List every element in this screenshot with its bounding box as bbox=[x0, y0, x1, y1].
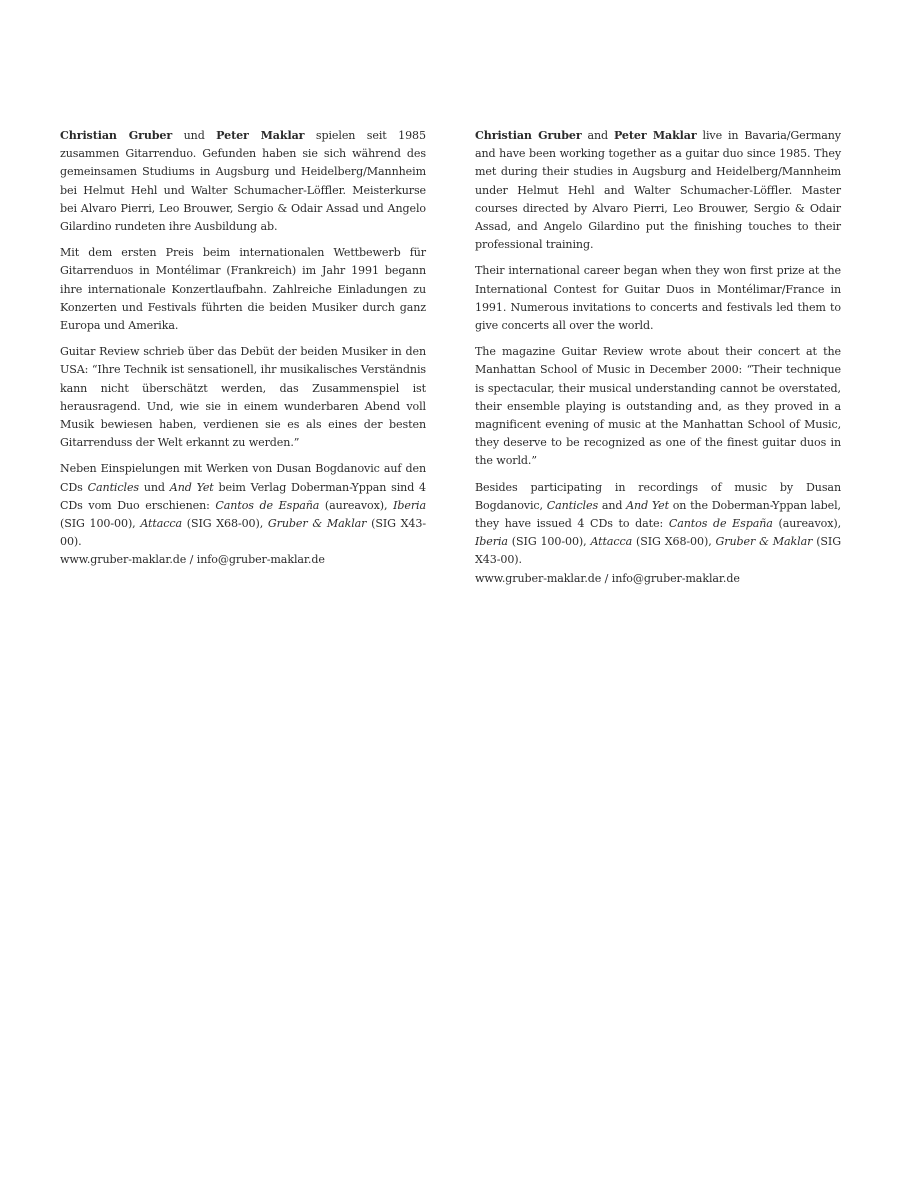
cd-title: And Yet bbox=[626, 498, 669, 512]
cd-title: Attacca bbox=[140, 517, 183, 531]
german-paragraph-discography: Neben Einspielungen mit Werken von Dusan Bogdanovic auf den CDs Canticles und And Yet beim Verlag Doberman-Yppan sind 4 CDs vom Duo erschienen: Cantos de España (aureavox), Iberia (SIG 100-00), Attacca (SIG X68-00), Gruber & Maklar (SIG X43-00). bbox=[60, 462, 427, 549]
cd-title: Cantos de España bbox=[668, 517, 773, 531]
cd-title: And Yet bbox=[169, 480, 214, 494]
performer-name: Christian Gruber bbox=[475, 129, 582, 142]
german-contact-line: www.gruber-maklar.de / info@gruber-maklar.de bbox=[60, 553, 325, 567]
english-paragraph-career: Their international career began when they won first prize at the International Contest for Guitar Duos in Montélimar/France in 1991. Numerous invitations to concerts and festivals led them to give concerts all over the world. bbox=[475, 264, 841, 333]
english-column bbox=[475, 127, 841, 588]
english-paragraph-review: The magazine Guitar Review wrote about their concert at the Manhattan School of Music in December 2000: “Their technique is spectacular, their musical understanding cannot be overstated, their ensemble playing is outstanding and, as they proved in a magnificent evening of music at the Manhattan School of Music, they deserve to be recognized as one of the finest guitar duos in the world.” bbox=[475, 345, 841, 468]
german-paragraph-career: Mit dem ersten Preis beim internationalen Wettbewerb für Gitarrenduos in Montélimar (Frankreich) im Jahr 1991 begann ihre internationale Konzertlaufbahn. Zahlreiche Einladungen zu Konzerten und Festivals führten die beiden Musiker durch ganz Europa und Amerika. bbox=[60, 246, 426, 333]
cd-title: Iberia bbox=[393, 498, 426, 512]
performer-name: Christian Gruber bbox=[60, 129, 173, 142]
performer-name: Peter Maklar bbox=[216, 129, 305, 142]
german-paragraph-review: Guitar Review schrieb über das Debüt der beiden Musiker in den USA: “Ihre Technik ist sensationell, ihr musikalisches Verständnis kann nicht überschätzt werden, das Zusammenspiel ist herausragend. Und, wie sie in einem wunderbaren Abend voll Musik bewiesen haben, verdienen sie es als eines der besten Gitarrenduss der Welt erkannt zu werden.” bbox=[60, 345, 426, 450]
english-paragraph-intro: Christian Gruber and Peter Maklar live in Bavaria/Germany and have been working together as a guitar duo since 1985. They met during their studies in Augsburg and Heidelberg/Mannheim under Helmut Hehl and Walter Schumacher-Löffler. Master courses directed by Alvaro Pierri, Leo Brouwer, Sergio & Odair Assad, and Angelo Gilardino put the finishing touches to their professional training. bbox=[475, 129, 841, 252]
cd-title: Canticles bbox=[546, 498, 599, 512]
english-contact-line: www.gruber-maklar.de / info@gruber-maklar.de bbox=[475, 571, 740, 585]
cd-title: Gruber & Maklar bbox=[267, 517, 367, 531]
cd-title: Cantos de España bbox=[215, 498, 320, 512]
german-column bbox=[60, 127, 426, 570]
cd-title: Attacca bbox=[590, 535, 633, 549]
cd-title: Iberia bbox=[475, 535, 508, 549]
performer-name: Peter Maklar bbox=[613, 129, 697, 142]
cd-title: Gruber & Maklar bbox=[715, 535, 813, 549]
english-paragraph-discography: Besides participating in recordings of music by Dusan Bogdanovic, Canticles and And Yet on the Doberman-Yppan label, they have issued 4 CDs to date: Cantos de España (aureavox), Iberia (SIG 100-00), Attacca (SIG X68-00), Gruber & Maklar (SIG X43-00). bbox=[475, 480, 842, 567]
german-paragraph-intro: Christian Gruber und Peter Maklar spielen seit 1985 zusammen Gitarrenduo. Gefunden haben sie sich während des gemeinsamen Studiums in Augsburg und Heidelberg/Mannheim bei Helmut Hehl und Walter Schumacher-Löffler. Meisterkurse bei Alvaro Pierri, Leo Brouwer, Sergio & Odair Assad und Angelo Gilardino rundeten ihre Ausbildung ab. bbox=[60, 129, 426, 234]
cd-title: Canticles bbox=[87, 480, 139, 494]
